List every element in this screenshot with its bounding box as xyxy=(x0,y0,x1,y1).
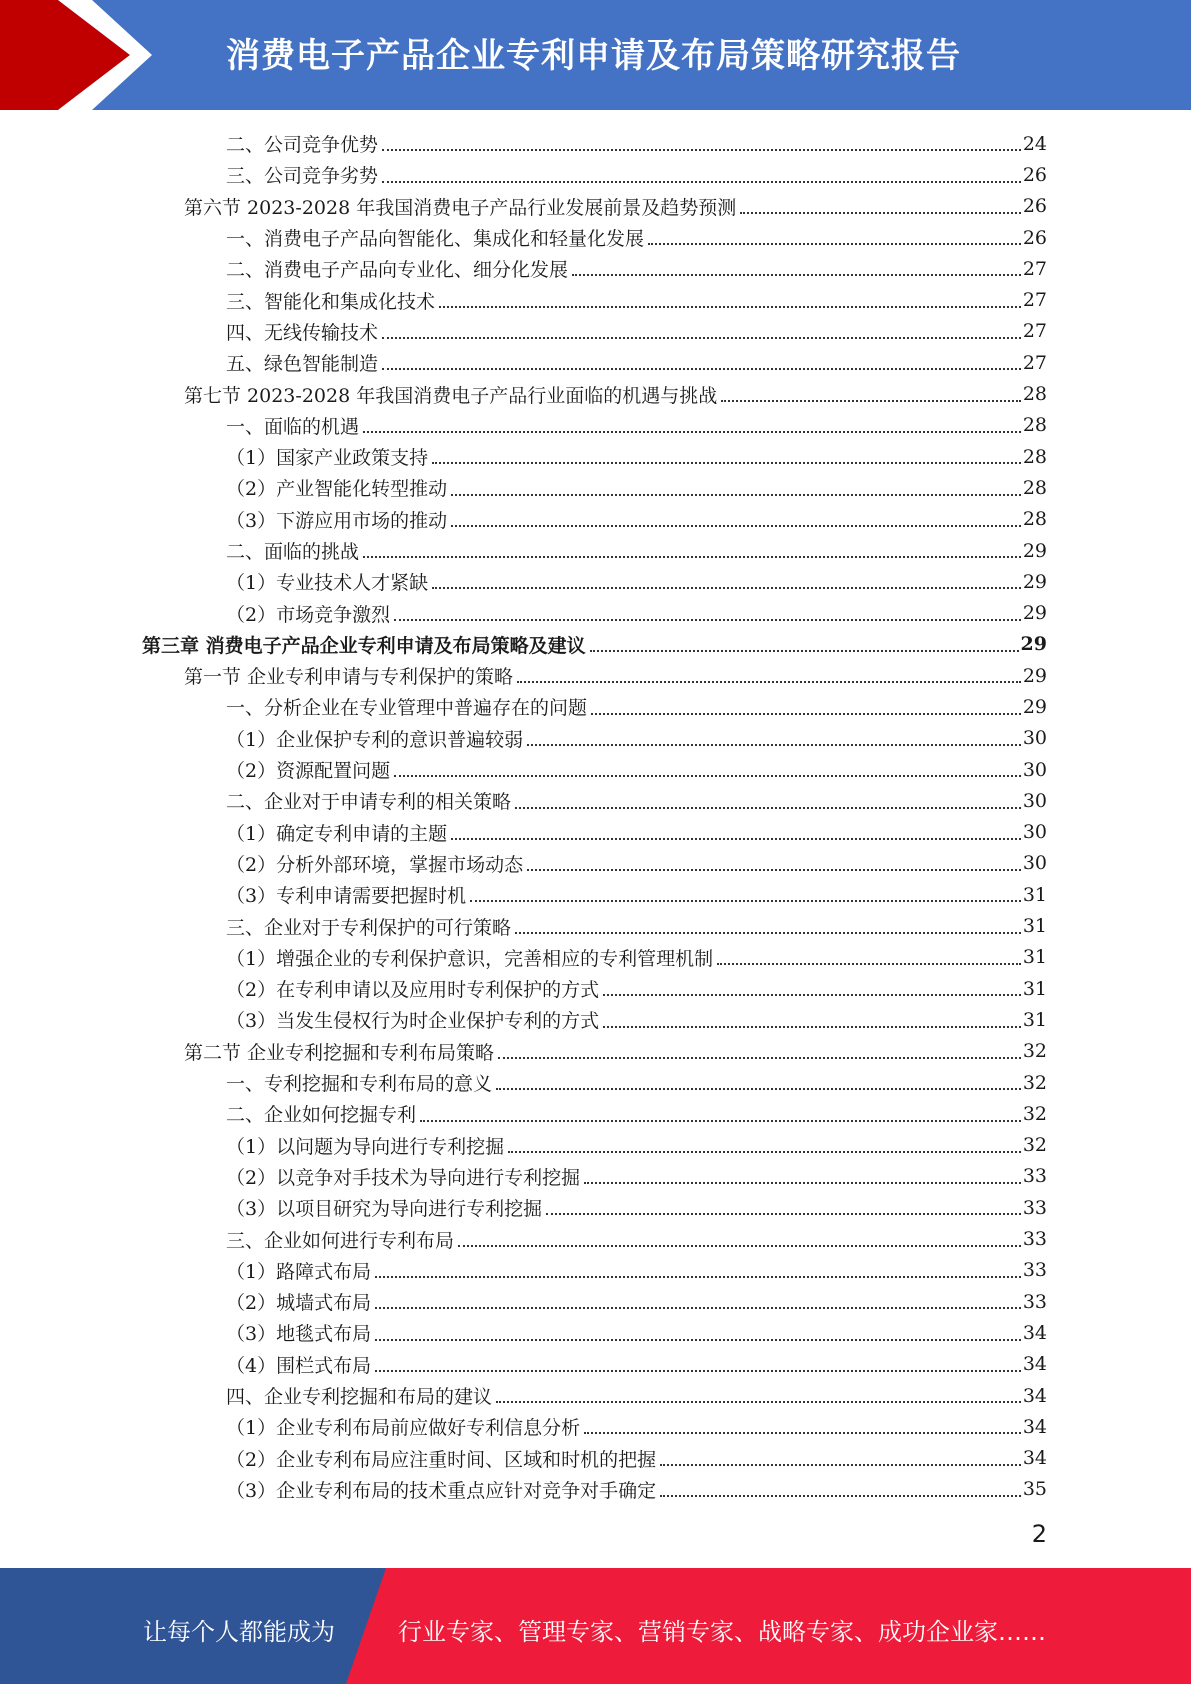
toc-entry-title: （3）专利申请需要把握时机 xyxy=(226,885,467,908)
toc-entry-title: （2）资源配置问题 xyxy=(226,760,391,783)
toc-dot-leader xyxy=(546,1213,1021,1215)
toc-entry-title: 一、面临的机遇 xyxy=(226,415,360,438)
toc-dot-leader xyxy=(740,212,1021,214)
toc-entry[interactable] xyxy=(0,1317,1047,1348)
toc-entry-page: 24 xyxy=(1022,132,1047,155)
toc-entry-page: 29 xyxy=(1022,570,1047,593)
toc-entry-title: 二、企业如何挖掘专利 xyxy=(226,1104,417,1127)
toc-dot-leader xyxy=(498,1057,1021,1059)
toc-dot-leader xyxy=(648,243,1021,245)
toc-entry-title: 五、绿色智能制造 xyxy=(226,353,379,376)
toc-entry[interactable] xyxy=(0,1036,1047,1067)
toc-entry-title: （1）企业保护专利的意识普遍较弱 xyxy=(226,728,524,751)
toc-entry-title: 三、智能化和集成化技术 xyxy=(226,290,436,313)
toc-entry-page: 27 xyxy=(1022,320,1047,343)
toc-entry[interactable] xyxy=(0,1411,1047,1442)
toc-entry-title: 四、企业专利挖掘和布局的建议 xyxy=(226,1386,493,1409)
toc-dot-leader xyxy=(375,1339,1021,1341)
toc-entry-page: 30 xyxy=(1022,852,1047,875)
toc-entry[interactable] xyxy=(0,973,1047,1004)
toc-dot-leader xyxy=(451,525,1021,527)
toc-entry[interactable] xyxy=(0,879,1047,910)
toc-entry-page: 32 xyxy=(1022,1040,1047,1063)
toc-entry[interactable] xyxy=(0,378,1047,409)
toc-entry-title: 三、公司竞争劣势 xyxy=(226,165,379,188)
toc-entry-page: 28 xyxy=(1022,476,1047,499)
toc-entry-page: 32 xyxy=(1022,1071,1047,1094)
toc-entry[interactable] xyxy=(0,535,1047,566)
toc-entry[interactable] xyxy=(0,1192,1047,1223)
toc-entry[interactable] xyxy=(0,1349,1047,1380)
toc-entry[interactable] xyxy=(0,1161,1047,1192)
toc-entry[interactable] xyxy=(0,347,1047,378)
toc-entry[interactable] xyxy=(0,222,1047,253)
toc-dot-leader xyxy=(717,963,1021,965)
toc-entry-page: 29 xyxy=(1022,602,1047,625)
toc-entry[interactable] xyxy=(0,253,1047,284)
toc-entry-page: 31 xyxy=(1022,946,1047,969)
header-banner xyxy=(0,0,1191,110)
toc-entry-title: 三、企业对于专利保护的可行策略 xyxy=(226,916,512,939)
toc-dot-leader xyxy=(420,1120,1021,1122)
toc-entry-page: 33 xyxy=(1022,1165,1047,1188)
toc-dot-leader xyxy=(660,1464,1021,1466)
toc-entry-title: 二、企业对于申请专利的相关策略 xyxy=(226,791,512,814)
toc-entry[interactable] xyxy=(0,1004,1047,1035)
toc-entry-title: （1）企业专利布局前应做好专利信息分析 xyxy=(226,1417,581,1440)
toc-entry-title: 二、公司竞争优势 xyxy=(226,134,379,157)
toc-entry[interactable] xyxy=(0,128,1047,159)
toc-entry-page: 28 xyxy=(1022,414,1047,437)
toc-dot-leader xyxy=(394,775,1021,777)
toc-entry[interactable] xyxy=(0,316,1047,347)
toc-entry[interactable] xyxy=(0,1380,1047,1411)
toc-entry-page: 30 xyxy=(1022,758,1047,781)
toc-entry-page: 27 xyxy=(1022,257,1047,280)
toc-entry-title: 第七节 2023-2028 年我国消费电子产品行业面临的机遇与挑战 xyxy=(184,384,718,407)
toc-entry[interactable] xyxy=(0,504,1047,535)
toc-dot-leader xyxy=(382,368,1021,370)
toc-entry[interactable] xyxy=(0,785,1047,816)
toc-entry-page: 27 xyxy=(1022,351,1047,374)
toc-dot-leader xyxy=(432,587,1021,589)
toc-entry-title: （3）以项目研究为导向进行专利挖掘 xyxy=(226,1198,543,1221)
toc-entry[interactable] xyxy=(0,1442,1047,1473)
toc-entry[interactable] xyxy=(0,472,1047,503)
toc-entry-title: （1）增强企业的专利保护意识，完善相应的专利管理机制 xyxy=(226,947,714,970)
toc-entry-page: 29 xyxy=(1020,633,1047,656)
toc-entry-page: 28 xyxy=(1022,508,1047,531)
toc-entry-page: 33 xyxy=(1022,1228,1047,1251)
toc-dot-leader xyxy=(394,619,1021,621)
table-of-contents xyxy=(0,128,1191,1505)
toc-entry-title: 第三章 消费电子产品企业专利申请及布局策略及建议 xyxy=(142,634,586,657)
toc-entry-page: 31 xyxy=(1022,977,1047,1000)
footer-slogan-left: 让每个人都能成为 xyxy=(143,1618,335,1646)
toc-dot-leader xyxy=(590,650,1019,652)
toc-entry[interactable] xyxy=(0,660,1047,691)
toc-entry-page: 29 xyxy=(1022,539,1047,562)
toc-dot-leader xyxy=(382,181,1021,183)
toc-entry-page: 27 xyxy=(1022,289,1047,312)
toc-entry-page: 33 xyxy=(1022,1196,1047,1219)
toc-entry[interactable] xyxy=(0,441,1047,472)
toc-entry-title: （2）市场竞争激烈 xyxy=(226,603,391,626)
toc-dot-leader xyxy=(508,1151,1021,1153)
toc-dot-leader xyxy=(496,1401,1021,1403)
toc-dot-leader xyxy=(382,337,1021,339)
toc-entry[interactable] xyxy=(0,1474,1047,1505)
toc-entry-page: 31 xyxy=(1022,915,1047,938)
toc-entry[interactable] xyxy=(0,191,1047,222)
toc-dot-leader xyxy=(451,494,1021,496)
toc-dot-leader xyxy=(432,462,1021,464)
toc-entry-title: （4）围栏式布局 xyxy=(226,1354,372,1377)
toc-dot-leader xyxy=(439,306,1021,308)
toc-entry-title: 一、专利挖掘和专利布局的意义 xyxy=(226,1073,493,1096)
toc-dot-leader xyxy=(572,274,1021,276)
toc-dot-leader xyxy=(363,556,1021,558)
toc-entry-page: 32 xyxy=(1022,1102,1047,1125)
toc-dot-leader xyxy=(527,869,1021,871)
toc-dot-leader xyxy=(470,900,1021,902)
toc-entry[interactable] xyxy=(0,691,1047,722)
toc-entry[interactable] xyxy=(0,1255,1047,1286)
toc-entry-page: 30 xyxy=(1022,727,1047,750)
toc-entry-title: （2）城墙式布局 xyxy=(226,1292,372,1315)
toc-entry-page: 28 xyxy=(1022,445,1047,468)
toc-entry-title: （1）专业技术人才紧缺 xyxy=(226,572,429,595)
toc-entry[interactable] xyxy=(0,1067,1047,1098)
footer-slogan-right: 行业专家、管理专家、营销专家、战略专家、成功企业家…… xyxy=(398,1618,1046,1646)
toc-entry[interactable] xyxy=(0,848,1047,879)
toc-dot-leader xyxy=(527,744,1021,746)
toc-entry-page: 31 xyxy=(1022,883,1047,906)
toc-entry-page: 33 xyxy=(1022,1259,1047,1282)
toc-entry-page: 30 xyxy=(1022,821,1047,844)
toc-dot-leader xyxy=(496,1088,1021,1090)
toc-entry[interactable] xyxy=(0,910,1047,941)
toc-dot-leader xyxy=(458,1245,1021,1247)
toc-entry-page: 31 xyxy=(1022,1008,1047,1031)
report-title: 消费电子产品企业专利申请及布局策略研究报告 xyxy=(226,36,961,76)
page-number: 2 xyxy=(1031,1520,1047,1548)
toc-entry-title: 二、面临的挑战 xyxy=(226,541,360,563)
toc-entry-page: 30 xyxy=(1022,789,1047,812)
toc-entry-page: 32 xyxy=(1022,1134,1047,1157)
toc-dot-leader xyxy=(363,431,1021,433)
toc-dot-leader xyxy=(375,1276,1021,1278)
toc-dot-leader xyxy=(603,1026,1021,1028)
toc-entry-title: 第一节 企业专利申请与专利保护的策略 xyxy=(184,666,514,689)
toc-dot-leader xyxy=(584,1432,1021,1434)
toc-entry-page: 33 xyxy=(1022,1290,1047,1313)
toc-entry[interactable] xyxy=(0,1098,1047,1129)
toc-dot-leader xyxy=(375,1370,1021,1372)
toc-dot-leader xyxy=(451,838,1021,840)
toc-entry-title: 第六节 2023-2028 年我国消费电子产品行业发展前景及趋势预测 xyxy=(184,196,737,219)
toc-entry[interactable] xyxy=(0,629,1047,660)
toc-entry[interactable] xyxy=(0,566,1047,597)
toc-dot-leader xyxy=(660,1495,1021,1497)
toc-dot-leader xyxy=(517,681,1021,683)
footer-banner xyxy=(0,1568,1191,1684)
toc-entry[interactable] xyxy=(0,942,1047,973)
toc-dot-leader xyxy=(375,1307,1021,1309)
toc-entry[interactable] xyxy=(0,410,1047,441)
toc-entry[interactable] xyxy=(0,723,1047,754)
toc-entry-title: 一、消费电子产品向智能化、集成化和轻量化发展 xyxy=(226,228,645,251)
toc-dot-leader xyxy=(584,1182,1021,1184)
toc-entry-page: 26 xyxy=(1022,226,1047,249)
toc-dot-leader xyxy=(515,932,1021,934)
toc-entry-page: 34 xyxy=(1022,1353,1047,1376)
toc-entry-page: 34 xyxy=(1022,1447,1047,1470)
toc-entry-title: （1）国家产业政策支持 xyxy=(226,447,429,470)
toc-entry-page: 35 xyxy=(1022,1478,1047,1501)
toc-entry-page: 26 xyxy=(1022,163,1047,186)
toc-entry-title: （2）产业智能化转型推动 xyxy=(226,478,448,501)
toc-entry-title: （1）以问题为导向进行专利挖掘 xyxy=(226,1135,505,1158)
toc-entry-title: 第二节 企业专利挖掘和专利布局策略 xyxy=(184,1041,495,1064)
toc-entry-page: 26 xyxy=(1022,195,1047,218)
toc-entry-title: （2）企业专利布局应注重时间、区域和时机的把握 xyxy=(226,1448,657,1471)
toc-dot-leader xyxy=(515,807,1021,809)
toc-entry-page: 34 xyxy=(1022,1321,1047,1344)
toc-entry-page: 29 xyxy=(1022,695,1047,718)
toc-entry-title: 四、无线传输技术 xyxy=(226,321,379,344)
toc-entry-page: 34 xyxy=(1022,1384,1047,1407)
toc-entry-title: （1）确定专利申请的主题 xyxy=(226,822,448,845)
toc-entry-title: 一、分析企业在专业管理中普遍存在的问题 xyxy=(226,697,588,720)
toc-entry-page: 28 xyxy=(1022,383,1047,406)
toc-entry[interactable] xyxy=(0,159,1047,190)
toc-entry-title: 三、企业如何进行专利布局 xyxy=(226,1229,455,1252)
toc-entry[interactable] xyxy=(0,754,1047,785)
toc-entry-title: （2）以竞争对手技术为导向进行专利挖掘 xyxy=(226,1166,581,1189)
toc-entry-page: 29 xyxy=(1022,664,1047,687)
toc-dot-leader xyxy=(603,994,1021,996)
toc-entry-title: （3）地毯式布局 xyxy=(226,1323,372,1346)
toc-dot-leader xyxy=(591,713,1021,715)
toc-entry[interactable] xyxy=(0,284,1047,315)
toc-entry[interactable] xyxy=(0,597,1047,628)
toc-entry-title: （2）在专利申请以及应用时专利保护的方式 xyxy=(226,979,600,1002)
toc-entry[interactable] xyxy=(0,1286,1047,1317)
toc-dot-leader xyxy=(721,400,1021,402)
toc-entry-title: （2）分析外部环境，掌握市场动态 xyxy=(226,853,524,876)
toc-entry-title: （1）路障式布局 xyxy=(226,1260,372,1283)
toc-entry[interactable] xyxy=(0,817,1047,848)
toc-entry-page: 34 xyxy=(1022,1415,1047,1438)
toc-entry-title: （3）企业专利布局的技术重点应针对竞争对手确定 xyxy=(226,1479,657,1502)
toc-entry[interactable] xyxy=(0,1223,1047,1254)
toc-entry-title: 二、消费电子产品向专业化、细分化发展 xyxy=(226,259,569,282)
toc-entry[interactable] xyxy=(0,1130,1047,1161)
toc-entry-title: （3）下游应用市场的推动 xyxy=(226,509,448,532)
toc-dot-leader xyxy=(382,149,1021,151)
toc-entry-title: （3）当发生侵权行为时企业保护专利的方式 xyxy=(226,1010,600,1033)
